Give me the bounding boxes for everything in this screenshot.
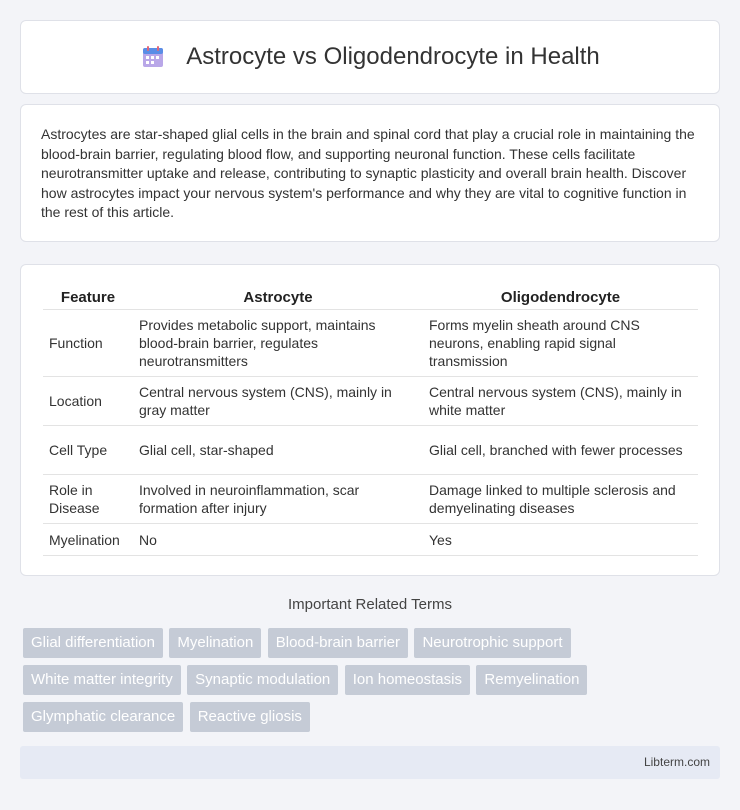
term-tag[interactable]: Synaptic modulation xyxy=(187,665,338,695)
related-terms-title: Important Related Terms xyxy=(288,596,452,613)
term-tag[interactable]: Glial differentiation xyxy=(23,628,163,658)
cell-oligodendrocyte: Yes xyxy=(423,524,698,556)
title-card xyxy=(20,20,720,94)
table-row xyxy=(43,310,698,377)
comparison-card xyxy=(20,264,720,576)
header-astrocyte: Astrocyte xyxy=(133,283,423,310)
cell-astrocyte: Glial cell, star-shaped xyxy=(133,426,423,475)
cell-feature: Role in Disease xyxy=(43,475,133,524)
term-tag[interactable]: Remyelination xyxy=(476,665,587,695)
cell-astrocyte: Involved in neuroinflammation, scar formation after injury xyxy=(133,475,423,524)
table-header-row xyxy=(43,283,698,310)
term-tag[interactable]: Myelination xyxy=(169,628,261,658)
cell-oligodendrocyte: Glial cell, branched with fewer processes xyxy=(423,426,698,475)
cell-oligodendrocyte: Damage linked to multiple sclerosis and demyelinating diseases xyxy=(423,475,698,524)
cell-feature: Function xyxy=(43,310,133,377)
term-tag[interactable]: Glymphatic clearance xyxy=(23,702,183,732)
related-terms-list xyxy=(23,628,723,739)
cell-feature: Location xyxy=(43,377,133,426)
calendar-icon xyxy=(140,44,166,70)
cell-astrocyte: Provides metabolic support, maintains blood-brain barrier, regulates neurotransmitters xyxy=(133,310,423,377)
header-feature: Feature xyxy=(43,283,133,310)
term-tag[interactable]: Blood-brain barrier xyxy=(268,628,408,658)
term-tag[interactable]: Reactive gliosis xyxy=(190,702,310,732)
table-row xyxy=(43,426,698,475)
page-title: Astrocyte vs Oligodendrocyte in Health xyxy=(186,43,600,70)
cell-astrocyte: Central nervous system (CNS), mainly in gray matter xyxy=(133,377,423,426)
intro-text: Astrocytes are star-shaped glial cells in the brain and spinal cord that play a crucial role in maintaining the blood-brain barrier, regulating blood flow, and supporting neuronal function. These cells facilitate neurotransmitter uptake and release, contributing to synaptic plasticity and overall brain health. Discover how astrocytes impact your nervous system's performance and why they are vital to cognitive function in the rest of this article. xyxy=(41,126,695,220)
footer xyxy=(20,746,720,779)
table-row xyxy=(43,475,698,524)
comparison-table xyxy=(43,283,698,556)
header-oligodendrocyte: Oligodendrocyte xyxy=(423,283,698,310)
footer-site-link[interactable]: Libterm.com xyxy=(643,755,710,769)
intro-card xyxy=(20,104,720,242)
cell-feature: Myelination xyxy=(43,524,133,556)
cell-oligodendrocyte: Forms myelin sheath around CNS neurons, enabling rapid signal transmission xyxy=(423,310,698,377)
cell-feature: Cell Type xyxy=(43,426,133,475)
cell-oligodendrocyte: Central nervous system (CNS), mainly in white matter xyxy=(423,377,698,426)
table-row xyxy=(43,524,698,556)
term-tag[interactable]: Ion homeostasis xyxy=(345,665,470,695)
cell-astrocyte: No xyxy=(133,524,423,556)
term-tag[interactable]: White matter integrity xyxy=(23,665,181,695)
term-tag[interactable]: Neurotrophic support xyxy=(414,628,570,658)
table-row xyxy=(43,377,698,426)
